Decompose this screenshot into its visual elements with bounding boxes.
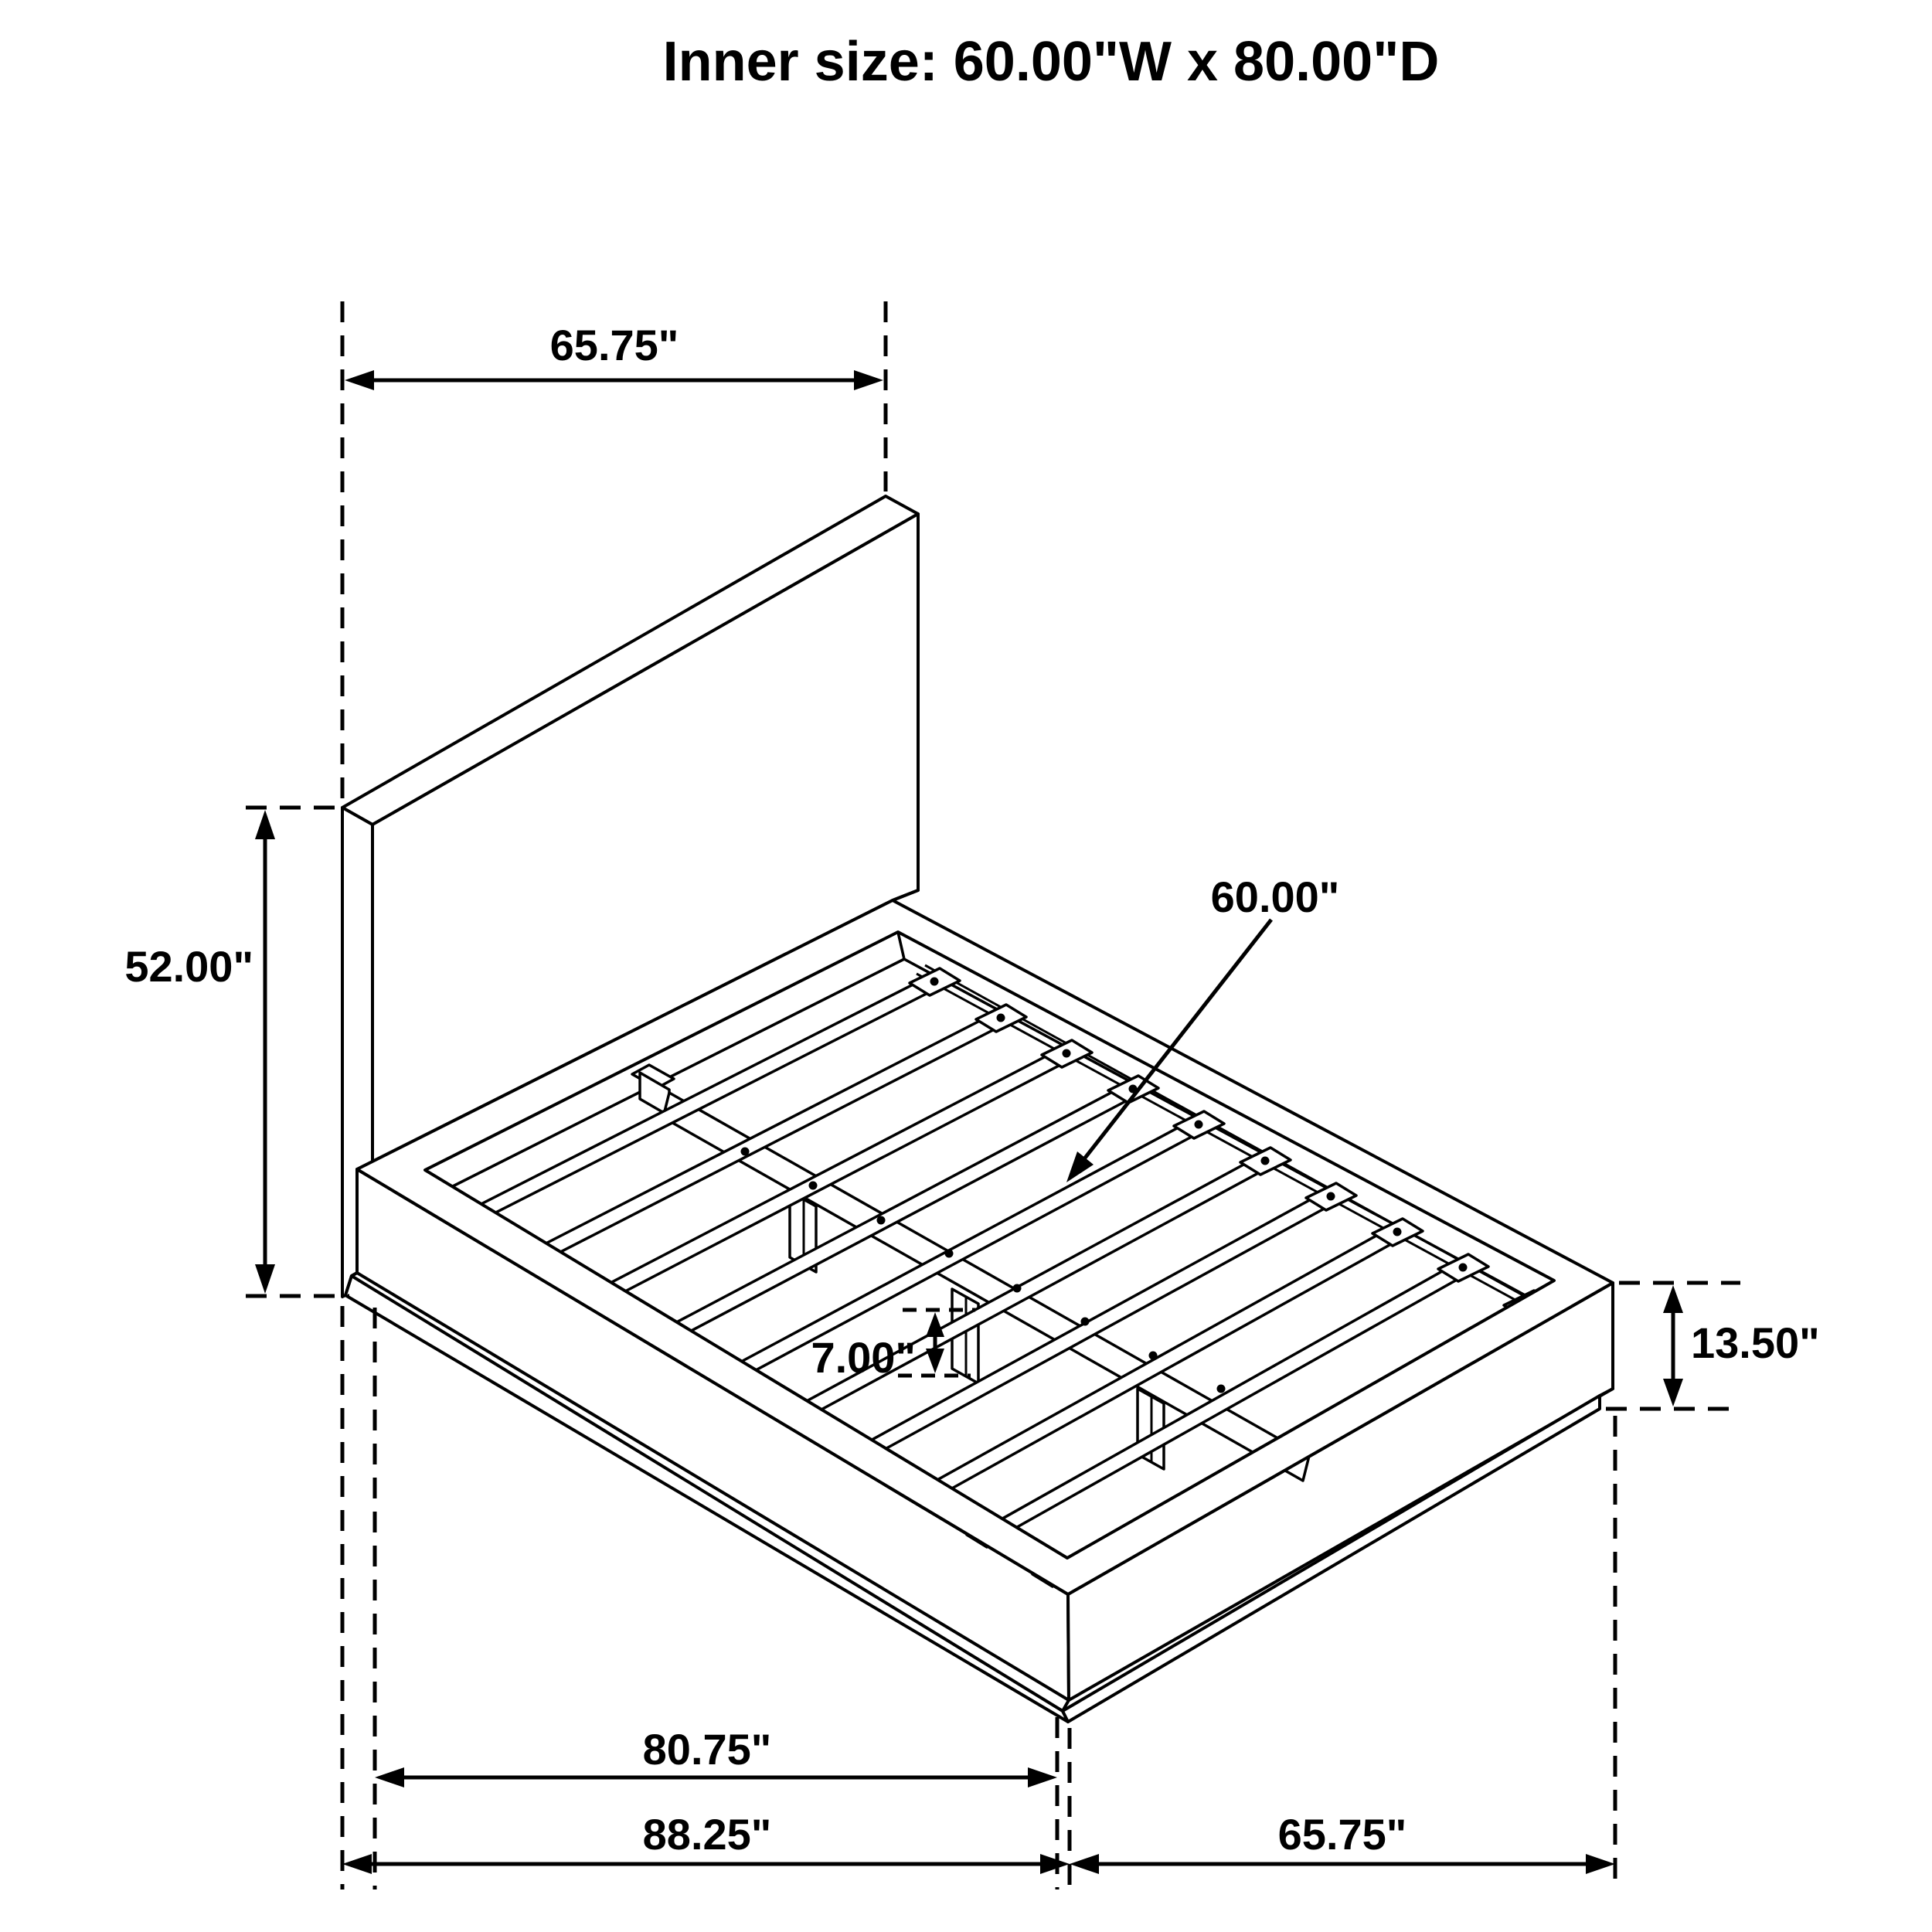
dim-headboard-height — [124, 808, 349, 1296]
dim-label-support-height: 7.00" — [811, 1333, 916, 1382]
arrowhead-left — [342, 1854, 372, 1874]
arrowhead-right — [854, 370, 883, 390]
arrowhead-top — [255, 810, 275, 839]
dim-label-slat-length: 60.00" — [1210, 872, 1340, 921]
dim-label-platform-depth: 80.75" — [642, 1725, 772, 1774]
arrowhead-left — [345, 370, 374, 390]
screw-dot — [1195, 1121, 1203, 1129]
screw-dot — [930, 978, 939, 986]
screw-dot — [741, 1148, 750, 1156]
screw-dot — [877, 1216, 886, 1225]
arrowhead-right — [1586, 1854, 1615, 1874]
arrowhead-bottom — [1663, 1379, 1683, 1406]
screw-dot — [1063, 1049, 1071, 1058]
arrowhead-bottom — [255, 1264, 275, 1294]
screw-dot — [1261, 1157, 1270, 1165]
dim-label-base-height: 13.50" — [1691, 1318, 1820, 1367]
dim-base-height — [1606, 1283, 1820, 1409]
dim-label-overall-depth: 88.25" — [642, 1810, 772, 1859]
dim-label-headboard-height: 52.00" — [124, 942, 253, 991]
screw-dot — [997, 1014, 1005, 1022]
screw-dot — [1013, 1284, 1022, 1293]
screw-dot — [945, 1250, 954, 1258]
screw-dot — [1393, 1228, 1402, 1236]
screw-dot — [809, 1182, 818, 1190]
dim-label-overall-width: 65.75" — [1277, 1810, 1407, 1859]
arrowhead-left — [1070, 1854, 1099, 1874]
screw-dot — [1081, 1318, 1090, 1326]
screw-dot — [1459, 1264, 1468, 1272]
arrowhead-right — [1028, 1767, 1057, 1787]
screw-dot — [1217, 1385, 1226, 1393]
arrowhead-top — [1663, 1285, 1683, 1313]
arrowhead-right — [1040, 1854, 1070, 1874]
bed-drawing — [342, 496, 1613, 1722]
screw-dot — [1149, 1352, 1158, 1360]
arrowhead-left — [375, 1767, 404, 1787]
screw-dot — [1327, 1192, 1335, 1201]
diagram-title: Inner size: 60.00"W x 80.00"D — [662, 31, 1440, 93]
dim-label-headboard-width: 65.75" — [549, 321, 679, 369]
